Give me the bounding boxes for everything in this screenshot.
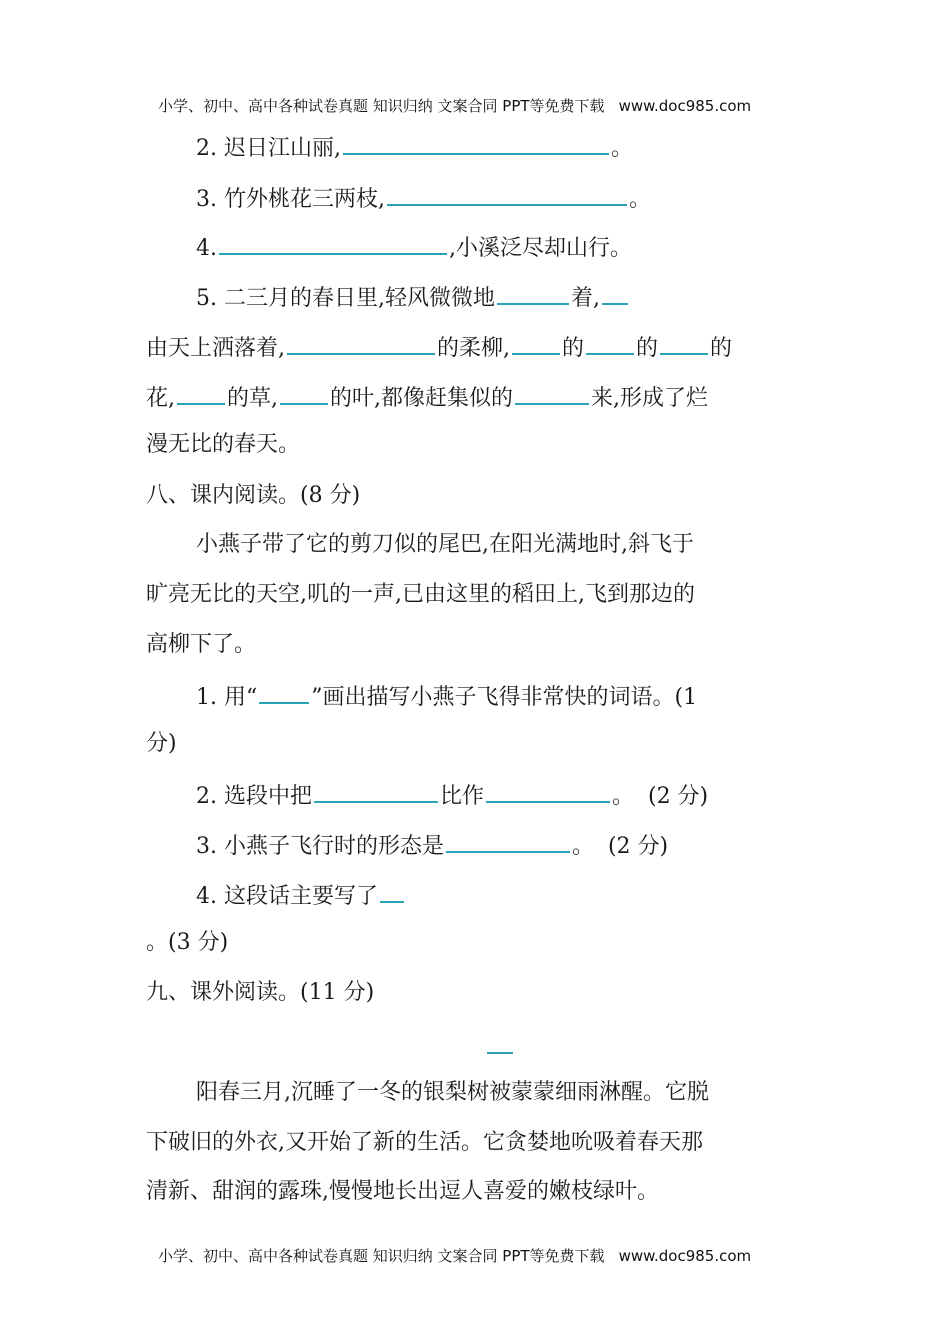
section9-para-line3: 清新、甜润的露珠,慢慢地长出逗人喜爱的嫩枝绿叶。 — [146, 1179, 659, 1204]
answer-blank[interactable] — [280, 381, 328, 405]
answer-blank[interactable] — [387, 182, 627, 206]
section8-q4: 4. 这段话主要写了 — [196, 879, 406, 912]
header-text: 小学、初中、高中各种试卷真题 知识归纳 文案合同 PPT等免费下载 — [158, 97, 605, 115]
page-footer — [158, 1245, 751, 1266]
poem-q5-line4: 漫无比的春天。 — [146, 432, 301, 457]
answer-blank[interactable] — [343, 131, 609, 155]
section8-para-line3: 高柳下了。 — [146, 632, 257, 657]
answer-blank[interactable] — [380, 879, 404, 903]
page-header — [158, 95, 751, 116]
answer-blank[interactable] — [486, 779, 610, 803]
section9-para-line1: 阳春三月,沉睡了一冬的银梨树被蒙蒙细雨淋醒。它脱 — [196, 1080, 709, 1105]
poem-q2: 2. 迟日江山丽, 。 — [196, 131, 633, 164]
answer-blank[interactable] — [219, 231, 447, 255]
section8-q1-cont: 分) — [146, 731, 177, 756]
section8-q2: 2. 选段中把 比作 。 (2 分) — [196, 779, 708, 812]
answer-blank[interactable] — [259, 680, 309, 704]
section8-q1: 1. 用“ ”画出描写小燕子飞得非常快的词语。(1 — [196, 680, 697, 713]
section8-para-line1: 小燕子带了它的剪刀似的尾巴,在阳光满地时,斜飞于 — [196, 532, 694, 557]
section9-title: 九、课外阅读。(11 分) — [146, 980, 375, 1005]
poem-q3: 3. 竹外桃花三两枝, 。 — [196, 182, 651, 215]
answer-blank[interactable] — [586, 331, 634, 355]
poem-q5-line1: 5. 二三月的春日里,轻风微微地 着, — [196, 281, 630, 314]
footer-text: 小学、初中、高中各种试卷真题 知识归纳 文案合同 PPT等免费下载 — [158, 1247, 605, 1265]
answer-blank[interactable] — [660, 331, 708, 355]
answer-blank[interactable] — [602, 281, 628, 305]
section8-title: 八、课内阅读。(8 分) — [146, 483, 361, 508]
title-blank[interactable] — [487, 1052, 513, 1054]
poem-q5-line3: 花, 的草, 的叶,都像赶集似的 来,形成了烂 — [146, 381, 708, 414]
header-url[interactable]: www.doc985.com — [618, 97, 752, 115]
answer-blank[interactable] — [287, 331, 435, 355]
answer-blank[interactable] — [512, 331, 560, 355]
answer-blank[interactable] — [314, 779, 438, 803]
poem-q5-line2: 由天上洒落着, 的柔柳, 的 的 的 — [146, 331, 732, 364]
section8-q4-cont: 。(3 分) — [146, 930, 229, 955]
answer-blank[interactable] — [515, 381, 589, 405]
answer-blank[interactable] — [497, 281, 569, 305]
section8-para-line2: 旷亮无比的天空,叽的一声,已由这里的稻田上,飞到那边的 — [146, 582, 695, 607]
answer-blank[interactable] — [177, 381, 225, 405]
footer-url[interactable]: www.doc985.com — [618, 1247, 752, 1265]
poem-q4: 4. ,小溪泛尽却山行。 — [196, 231, 632, 264]
answer-blank[interactable] — [446, 829, 570, 853]
section9-para-line2: 下破旧的外衣,又开始了新的生活。它贪婪地吮吸着春天那 — [146, 1130, 703, 1155]
section8-q3: 3. 小燕子飞行时的形态是 。 (2 分) — [196, 829, 668, 862]
